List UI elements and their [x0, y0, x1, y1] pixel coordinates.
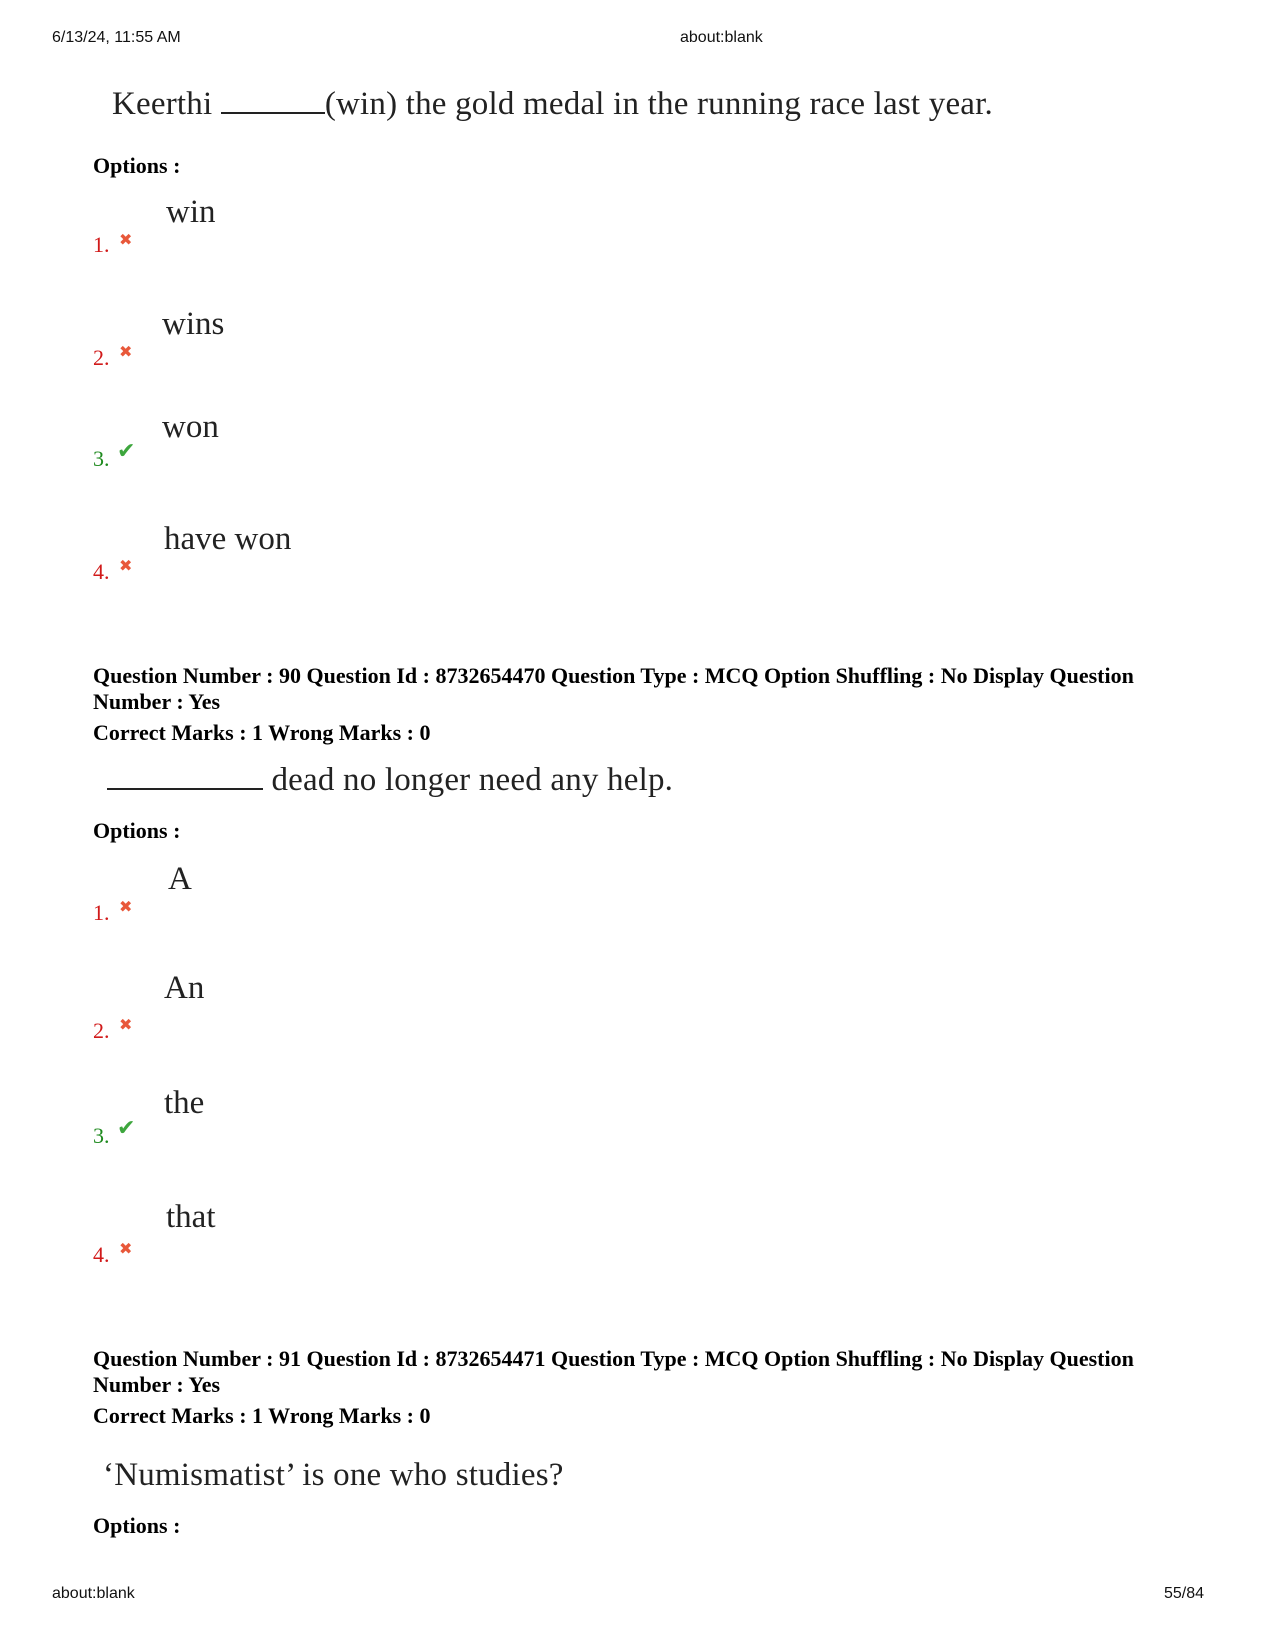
q91-question: ‘Numismatist’ is one who studies?: [103, 1457, 564, 1493]
cross-icon: ✖: [119, 1239, 133, 1258]
option-number: 4.: [93, 1242, 110, 1267]
option-text: An: [164, 970, 205, 1006]
q91-meta: Question Number : 91 Question Id : 8732654471 Question Type : MCQ Option Shuffling : No Display Question Number : Yes: [93, 1346, 1134, 1397]
cross-icon: ✖: [119, 342, 133, 361]
q91-marks: Correct Marks : 1 Wrong Marks : 0: [93, 1403, 431, 1428]
option-number: 3.: [93, 446, 110, 471]
cross-icon: ✖: [119, 556, 133, 575]
page-number: 55/84: [1164, 1585, 1205, 1602]
q91-options-label: Options :: [93, 1513, 181, 1538]
check-icon: ✔: [117, 1116, 136, 1141]
option-number: 4.: [93, 559, 110, 584]
option-number: 2.: [93, 1018, 110, 1043]
option-number: 1.: [93, 232, 110, 257]
q90-options-label: Options :: [93, 818, 181, 843]
cross-icon: ✖: [119, 897, 133, 916]
answer-blank: [107, 758, 263, 790]
footer-url: about:blank: [52, 1585, 135, 1602]
option-number: 3.: [93, 1123, 110, 1148]
q89-text-before: Keerthi: [112, 86, 213, 122]
option-number: 2.: [93, 345, 110, 370]
option-text: win: [166, 194, 216, 230]
q89-options-label: Options :: [93, 153, 181, 178]
q89-text-after: (win) the gold medal in the running race last year.: [324, 86, 993, 122]
answer-blank: [221, 82, 325, 114]
header-datetime: 6/13/24, 11:55 AM: [52, 29, 181, 46]
option-text: the: [164, 1085, 205, 1121]
cross-icon: ✖: [119, 1015, 133, 1034]
option-text: that: [166, 1199, 216, 1235]
q90-meta: Question Number : 90 Question Id : 8732654470 Question Type : MCQ Option Shuffling : No Display Question Number : Yes: [93, 663, 1134, 714]
q90-marks: Correct Marks : 1 Wrong Marks : 0: [93, 720, 431, 745]
option-number: 1.: [93, 900, 110, 925]
q90-text-after: dead no longer need any help.: [271, 762, 674, 798]
option-text: won: [162, 409, 219, 445]
q89-question: [112, 82, 993, 123]
option-text: wins: [162, 306, 225, 342]
cross-icon: ✖: [119, 230, 133, 249]
header-title: about:blank: [680, 29, 763, 46]
option-text: A: [168, 861, 192, 897]
q90-question: [107, 758, 673, 799]
check-icon: ✔: [117, 439, 136, 464]
option-text: have won: [164, 521, 292, 557]
